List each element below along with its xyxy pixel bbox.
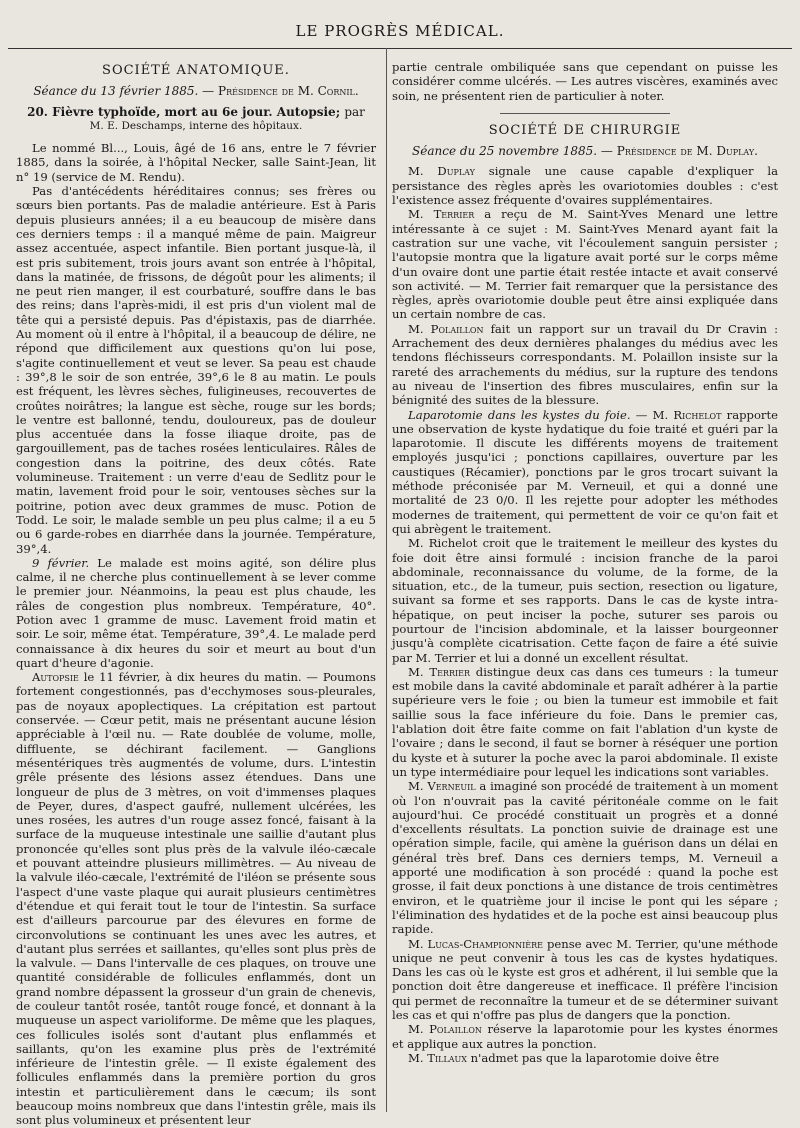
- paragraph-text: réserve la laparotomie pour les kystes énormes et applique aux autres la ponction.: [392, 1022, 779, 1051]
- paragraph-text: le 11 février, à dix heures du matin. — Poumons fortement congestionnés, pas d'ecchymoses sous-pleurales, pas de noyaux apoplectiques. La crépitation est partout conservée. — Cœur petit, mais ne présentant aucune lésion appréciable à l'œil nu. — Rate doublée de volume, molle, diffluente, se déchirant facilement. — Ganglions mésentériques très augmentés de volume, durs. L'intestin grêle présente des lésions assez étendues. Dans une longueur de plus de 3 mètres, on voit d'immenses plaques de Peyer, dures, d'aspect gaufré, nullement ulcérées, les unes rosées, les autres d'un rouge assez foncé, faisant à la surface de la muqueuse intestinale une saillie d'autant plus prononcée qu'elles sont plus près de la valvule iléo-cæcale et pouvant atteindre plusieurs millimètres. — Au niveau de la valvule iléo-cæcale, l'extrémité de l'iléon se présente sous l'aspect d'une vaste plaque qui aurait plusieurs centimètres d'étendue et qui ferait tout le tour de l'intestin. Sa surface est d'ailleurs parcourue par des élevures en forme de circonvolutions se continuant les unes avec les autres, et d'autant plus serrées et saillantes, qu'elles sont plus près de la valvule. — Dans l'intervalle de ces plaques, on trouve une quantité considérable de follicules enflammés, dont un grand nombre dépassent la grosseur d'un grain de chenevis, de couleur tantôt rosée, tantôt rouge foncé, et donnant à la muqueuse un aspect varioliforme. De même que les plaques, ces follicules isolés sont d'autant plus enflammés et saillants, qu'on les examine plus près de l'extrémité inférieure de l'intestin grêle. — Il existe également des follicules enflammés dans la première portion du gros intestin et particulièrement dans le cæcum; ils sont beaucoup moins nombreux que dans l'intestin grêle, mais ils sont plus volumineux et présentent leur: [16, 670, 376, 1128]
- header-rule: [8, 48, 792, 49]
- paragraph: [16, 556, 376, 670]
- paragraph: [392, 1051, 778, 1065]
- date-lead: 9 février.: [32, 555, 90, 570]
- paragraph-text: n'admet pas que la laparotomie doive être: [470, 1050, 720, 1065]
- seance-line-chirurgie: [392, 144, 778, 158]
- article-par: par: [344, 104, 365, 119]
- speaker-name: M. Tillaux: [408, 1050, 467, 1065]
- column-divider: [386, 48, 387, 1112]
- paragraph-text: fait un rapport sur un travail du Dr Cravin : Arrachement des deux dernières phalanges du médius avec les tendons fléchisseurs correspondants. M. Polaillon insiste sur la rareté des arrachements du médius, sur la rupture des tendons au niveau de l'insertion des fibres musculaires, enfin sur la bénignité des suites de la blessure.: [392, 321, 778, 408]
- paragraph-text: distingue deux cas dans ces tumeurs : la tumeur est mobile dans la cavité abdominale et paraît adhérer à la partie supérieure vers le foie ; ou bien la tumeur est immobile et fait saillie sous la face inférieure du foie. Dans le premier cas, l'ablation doit être faite comme on fait l'ablation d'un kyste de l'ovaire ; dans le second, il faut se borner à réséquer une portion du kyste et à suturer la poche avec la paroi abdominale. Il existe un type intermédiaire pour lequel les indications sont variables.: [392, 664, 778, 779]
- speaker-name: M. Duplay: [408, 164, 475, 179]
- seance-date: Séance du 13 février 1885. —: [33, 84, 215, 99]
- paragraph-text: rapporte une observation de kyste hydatique du foie traité et guéri par la laparotomie. Il discute les différents moyens de traitement employés jusqu'ici ; ponctions capillaires, ouverture par les caustiques (Récamier), ponctions par le gros trocart suivant la méthode préconisée par M. Verneuil, et qui a donné une mortalité de 23 0/0. Il les rejette pour adopter les méthodes modernes de traitement, qui permettent de voir ce qu'on fait et qui abrègent le traitement.: [392, 407, 778, 536]
- page-header: LE PROGRÈS MÉDICAL.: [295, 22, 505, 40]
- article-byline: M. E. Deschamps, interne des hôpitaux.: [89, 119, 303, 132]
- autopsie-lead: Autopsie: [32, 670, 79, 685]
- paragraph: [392, 408, 778, 537]
- society-title-anatomique: SOCIÉTÉ ANATOMIQUE.: [102, 63, 290, 78]
- paragraph-text: signale une cause capable d'expliquer la persistance des règles après les ovariotomies doubles : c'est l'existence assez fréquente d'ovaires supplémentaires.: [392, 164, 779, 208]
- paragraph: Pas d'antécédents héréditaires connus; ses frères ou sœurs bien portants. Pas de maladie antérieure. Est à Paris depuis plusieurs années; il a eu beaucoup de misère dans ces derniers temps : il a manqué même de pain. Maigreur assez accentuée, aspect infantile. Bien portant jusque-là, il est pris subitement, trois jours avant son entrée à l'hôpital, dans la matinée, de frissons, de dégoût pour les aliments; il ne peut rien manger, il est courbaturé, souffre dans le bas des reins; dans l'après-midi, il est pris d'un violent mal de tête qui a persisté depuis. Pas d'épistaxis, pas de diarrhée. Au moment où il entre à l'hôpital, il a beaucoup de délire, ne répond que difficilement aux questions qu'on lui pose, s'agite continuellement et veut se lever. Sa peau est chaude : 39°,8 le soir de son entrée, 39°,6 le 8 au matin. Le pouls est fréquent, les lèvres sèches, fuligineuses, recouvertes de croûtes noirâtres; la langue est sèche, rouge sur les bords; le ventre est ballonné, tendu, douloureux, pas de douleur plus accentuée dans la fosse iliaque droite, pas de gargouillement, pas de taches rosées lenticulaires. Râles de congestion dans la poitrine, des deux côtés. Rate volumineuse. Traitement : un verre d'eau de Sedlitz pour le matin, lavement froid pour le soir, ventouses sèches sur la poitrine, potion avec deux grammes de musc. Potion de Todd. Le soir, le malade semble un peu plus calme; il a eu 5 ou 6 garde-robes en diarrhée dans la journée. Température, 39°,4.: [16, 184, 376, 556]
- right-column: [392, 60, 778, 1110]
- paragraph-text: a reçu de M. Saint-Yves Menard une lettre intéressante à ce sujet : M. Saint-Yves Menard ayant fait la castration sur une vache, vit l'écoulement sanguin persister ; l'autopsie montra que la ligature avait porté sur le corps même d'un ovaire dont une partie était restée intacte et avait conservé son activité. — M. Terrier fait remarquer que la persistance des règles, après ovariotomie double peut être ainsi expliquée dans un certain nombre de cas.: [392, 207, 779, 322]
- paragraph: [16, 670, 376, 1128]
- speaker-name: M. Verneuil: [408, 779, 476, 794]
- seance-line-anatomique: [16, 84, 376, 98]
- article-title-text: 20. Fièvre typhoïde, mort au 6e jour. Autopsie;: [27, 104, 341, 119]
- speaker-name: M. Terrier: [408, 207, 475, 222]
- paragraph: [392, 164, 778, 207]
- paragraph: [392, 1022, 778, 1051]
- society-title-chirurgie: SOCIÉTÉ DE CHIRURGIE: [488, 122, 682, 138]
- left-column: [16, 60, 377, 1128]
- topic-title: Laparotomie dans les kystes du foie.: [408, 407, 631, 422]
- article-title: [16, 105, 376, 119]
- paragraph: [392, 322, 778, 408]
- section-separator: [500, 113, 670, 114]
- speaker-name: M. Lucas-Championnière: [408, 936, 544, 951]
- seance-presidence: Présidence de M. Duplay.: [616, 144, 758, 159]
- paragraph: [392, 207, 778, 321]
- paragraph: M. Richelot croit que le traitement le meilleur des kystes du foie doit être ainsi formulé : incision franche de la paroi abdominale, reconnaissance du volume, de la forme, de la situation, etc., de la tumeur, puis section, resection ou ligature, suivant sa forme et ses rapports. Dans le cas de kyste intra-hépatique, on peut inciser la poche, suturer ses parois ou pourtour de l'incision abdominale, et la laisser bourgeonner jusqu'à complète cicatrisation. Cette façon de faire a été suivie par M. Terrier et lui a donné un excellent résultat.: [392, 536, 778, 665]
- speaker-name: — M. Richelot: [635, 407, 722, 422]
- paragraph: Le nommé Bl..., Louis, âgé de 16 ans, entre le 7 février 1885, dans la soirée, à l'hôpital Necker, salle Saint-Jean, lit n° 19 (service de M. Rendu).: [16, 141, 376, 184]
- paragraph: [392, 779, 778, 936]
- paragraph-text: Le malade est moins agité, son délire plus calme, il ne cherche plus continuellement à se lever comme le premier jour. Néanmoins, la peau est plus chaude, les râles de congestion plus nombreux. Température, 40°. Potion avec 1 gramme de musc. Lavement froid matin et soir. Le soir, même état. Température, 39°,4. Le malade perd connaissance à dix heures du soir et meurt au bout d'un quart d'heure d'agonie.: [16, 555, 377, 670]
- speaker-name: M. Polaillon: [408, 321, 484, 336]
- paragraph-text: pense avec M. Terrier, qu'une méthode unique ne peut convenir à tous les cas de kystes hydatiques. Dans les cas où le kyste est gros et adhérent, il lui semble que la ponction doit être dangereuse et inefficace. Il préfère l'incision qui permet de reconnaître la tumeur et de se déterminer suivant les cas et qui n'offre pas plus de dangers que la ponction.: [392, 936, 779, 1022]
- speaker-name: M. Polaillon: [408, 1022, 482, 1037]
- paragraph-continued: partie centrale ombiliquée sans que cependant on puisse les considérer comme ulcérés. — Les autres viscères, examinés avec soin, ne présentent rien de particulier à noter.: [392, 60, 778, 103]
- speaker-name: M. Terrier: [408, 664, 470, 679]
- seance-presidence: Présidence de M. Cornil.: [218, 84, 359, 99]
- paragraph: [392, 665, 778, 779]
- paragraph-text: a imaginé son procédé de traitement à un moment où l'on n'ouvrait pas la cavité péritonéale comme on le fait aujourd'hui. Ce procédé constituait un progrès et a donné d'excellents résultats. La ponction suivie de drainage est une opération simple, facile, qui amène la guérison dans un délai en général très bref. Dans ces derniers temps, M. Verneuil a apporté une modification à son procédé : quand la poche est grosse, il fait deux ponctions à une distance de trois centimètres environ, et le quatrième jour il incise le pont qui les sépare ; l'élimination des hydatides et de la poche est ainsi beaucoup plus rapide.: [392, 779, 778, 937]
- seance-date: Séance du 25 novembre 1885. —: [412, 144, 613, 159]
- paragraph: [392, 937, 778, 1023]
